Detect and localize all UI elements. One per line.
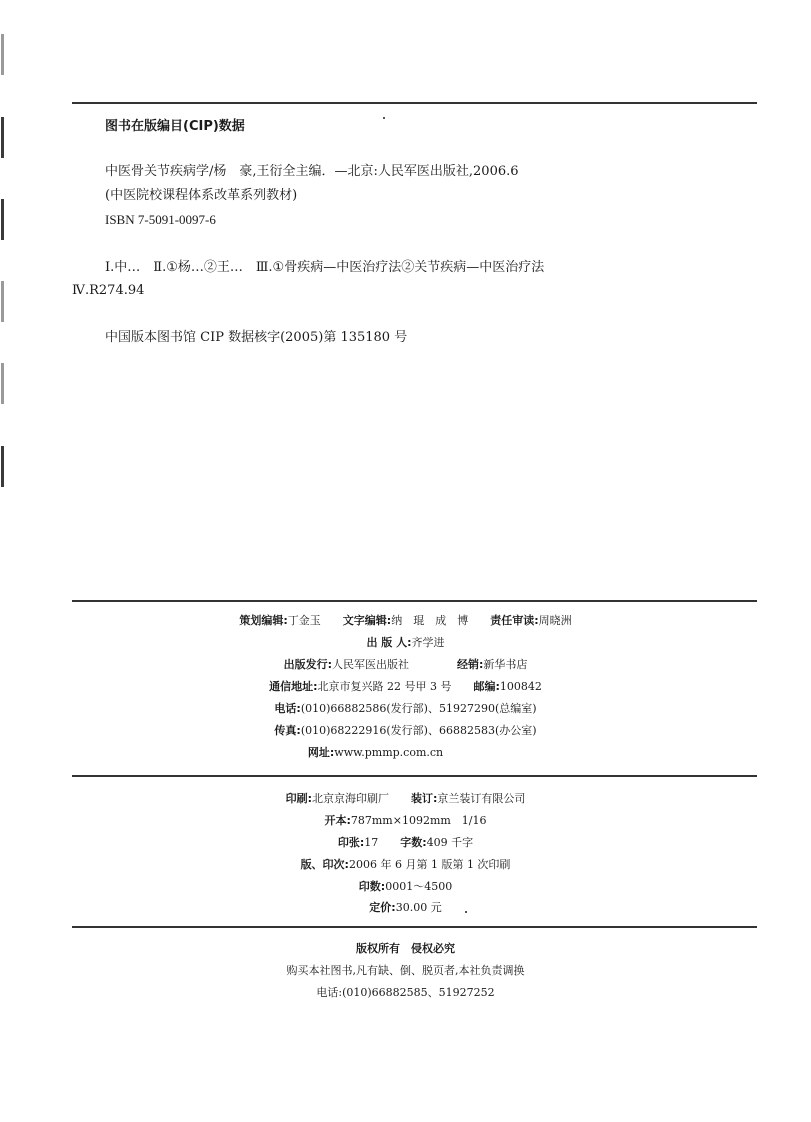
- words: 409 千字: [426, 836, 474, 849]
- fax-label: 传真:: [274, 724, 301, 737]
- credits-phone-line: [0, 702, 811, 716]
- distributor-label: 出版发行:: [283, 658, 332, 671]
- planning-editor-label: 策划编辑:: [239, 614, 288, 627]
- notice-phone: 电话:(010)66882585、51927252: [316, 986, 495, 999]
- postcode: 100842: [499, 680, 542, 693]
- printing-edition-line: [0, 858, 811, 872]
- price: 30.00 元: [395, 901, 442, 914]
- scan-edge-mark: [1, 34, 4, 75]
- copyright-notice: 版权所有 侵权必究: [356, 942, 455, 955]
- price-label: 定价:: [369, 901, 396, 914]
- credits-divider: [72, 600, 757, 602]
- proofreader-label: 责任审读:: [490, 614, 539, 627]
- publisher-person-label: 出 版 人:: [366, 636, 412, 649]
- binder: 京兰装订有限公司: [437, 792, 526, 805]
- top-divider: [72, 102, 757, 104]
- format: 787mm×1092mm 1/16: [350, 814, 487, 827]
- scan-speck: [465, 911, 467, 913]
- credits-address-line: [0, 680, 811, 694]
- scan-speck: [383, 117, 385, 119]
- credits-fax-line: [0, 724, 811, 738]
- notice-divider: [72, 926, 757, 928]
- print-run-label: 印数:: [358, 880, 386, 893]
- text-editor: 纳 琨 成 博: [391, 614, 469, 627]
- website-label: 网址:: [307, 746, 335, 759]
- printing-price-line: [0, 901, 811, 915]
- publisher-person: 齐学进: [411, 636, 445, 649]
- phone-label: 电话:: [274, 702, 301, 715]
- sheets-label: 印张:: [337, 836, 365, 849]
- seller: 新华书店: [483, 658, 528, 671]
- cip-series-line: (中医院校课程体系改革系列教材): [105, 188, 298, 203]
- credits-website-line: [0, 746, 811, 760]
- return-policy: 购买本社图书,凡有缺、倒、脱页者,本社负责调换: [286, 964, 525, 977]
- format-label: 开本:: [324, 814, 351, 827]
- scan-edge-mark: [1, 117, 4, 158]
- binder-label: 装订:: [411, 792, 438, 805]
- printer-label: 印刷:: [285, 792, 312, 805]
- cip-verification: 中国版本图书馆 CIP 数据核字(2005)第 135180 号: [105, 330, 408, 345]
- scan-edge-mark: [1, 281, 4, 322]
- sheets: 17: [364, 836, 379, 849]
- fax: (010)68222916(发行部)、66882583(办公室): [300, 724, 537, 737]
- seller-label: 经销:: [457, 658, 484, 671]
- printing-print-run-line: [0, 880, 811, 894]
- phone: (010)66882586(发行部)、51927290(总编室): [300, 702, 537, 715]
- words-label: 字数:: [400, 836, 427, 849]
- edition: 2006 年 6 月第 1 版第 1 次印刷: [348, 858, 511, 871]
- cip-classification-line1: Ⅰ.中… Ⅱ.①杨…②王… Ⅲ.①骨疾病—中医治疗法②关节疾病—中医治疗法: [105, 260, 545, 275]
- postcode-label: 邮编:: [473, 680, 500, 693]
- proofreader: 周晓洲: [538, 614, 572, 627]
- credits-editors-line: [0, 614, 811, 628]
- scan-edge-mark: [1, 363, 4, 404]
- printing-divider: [72, 775, 757, 777]
- website[interactable]: www.pmmp.com.cn: [334, 746, 444, 759]
- address: 北京市复兴路 22 号甲 3 号: [317, 680, 452, 693]
- print-run: 0001～4500: [385, 880, 453, 893]
- cip-classification-line2: Ⅳ.R274.94: [72, 283, 145, 298]
- cip-heading: 图书在版编目(CIP)数据: [105, 119, 245, 134]
- cip-isbn: ISBN 7-5091-0097-6: [105, 212, 216, 227]
- cip-title-line: 中医骨关节疾病学/杨 豪,王衍全主编．—北京:人民军医出版社,2006.6: [105, 164, 519, 179]
- printer: 北京京海印刷厂: [312, 792, 389, 805]
- printing-printer-line: [0, 792, 811, 806]
- edition-label: 版、印次:: [300, 858, 349, 871]
- planning-editor: 丁金玉: [287, 614, 321, 627]
- credits-distribution-line: [0, 658, 811, 672]
- scan-edge-mark: [1, 199, 4, 240]
- printing-format-line: [0, 814, 811, 828]
- credits-publisher-person-line: [0, 636, 811, 650]
- distributor: 人民军医出版社: [332, 658, 409, 671]
- text-editor-label: 文字编辑:: [342, 614, 392, 627]
- address-label: 通信地址:: [269, 680, 318, 693]
- scan-edge-mark: [1, 446, 4, 487]
- printing-sheets-line: [0, 836, 811, 850]
